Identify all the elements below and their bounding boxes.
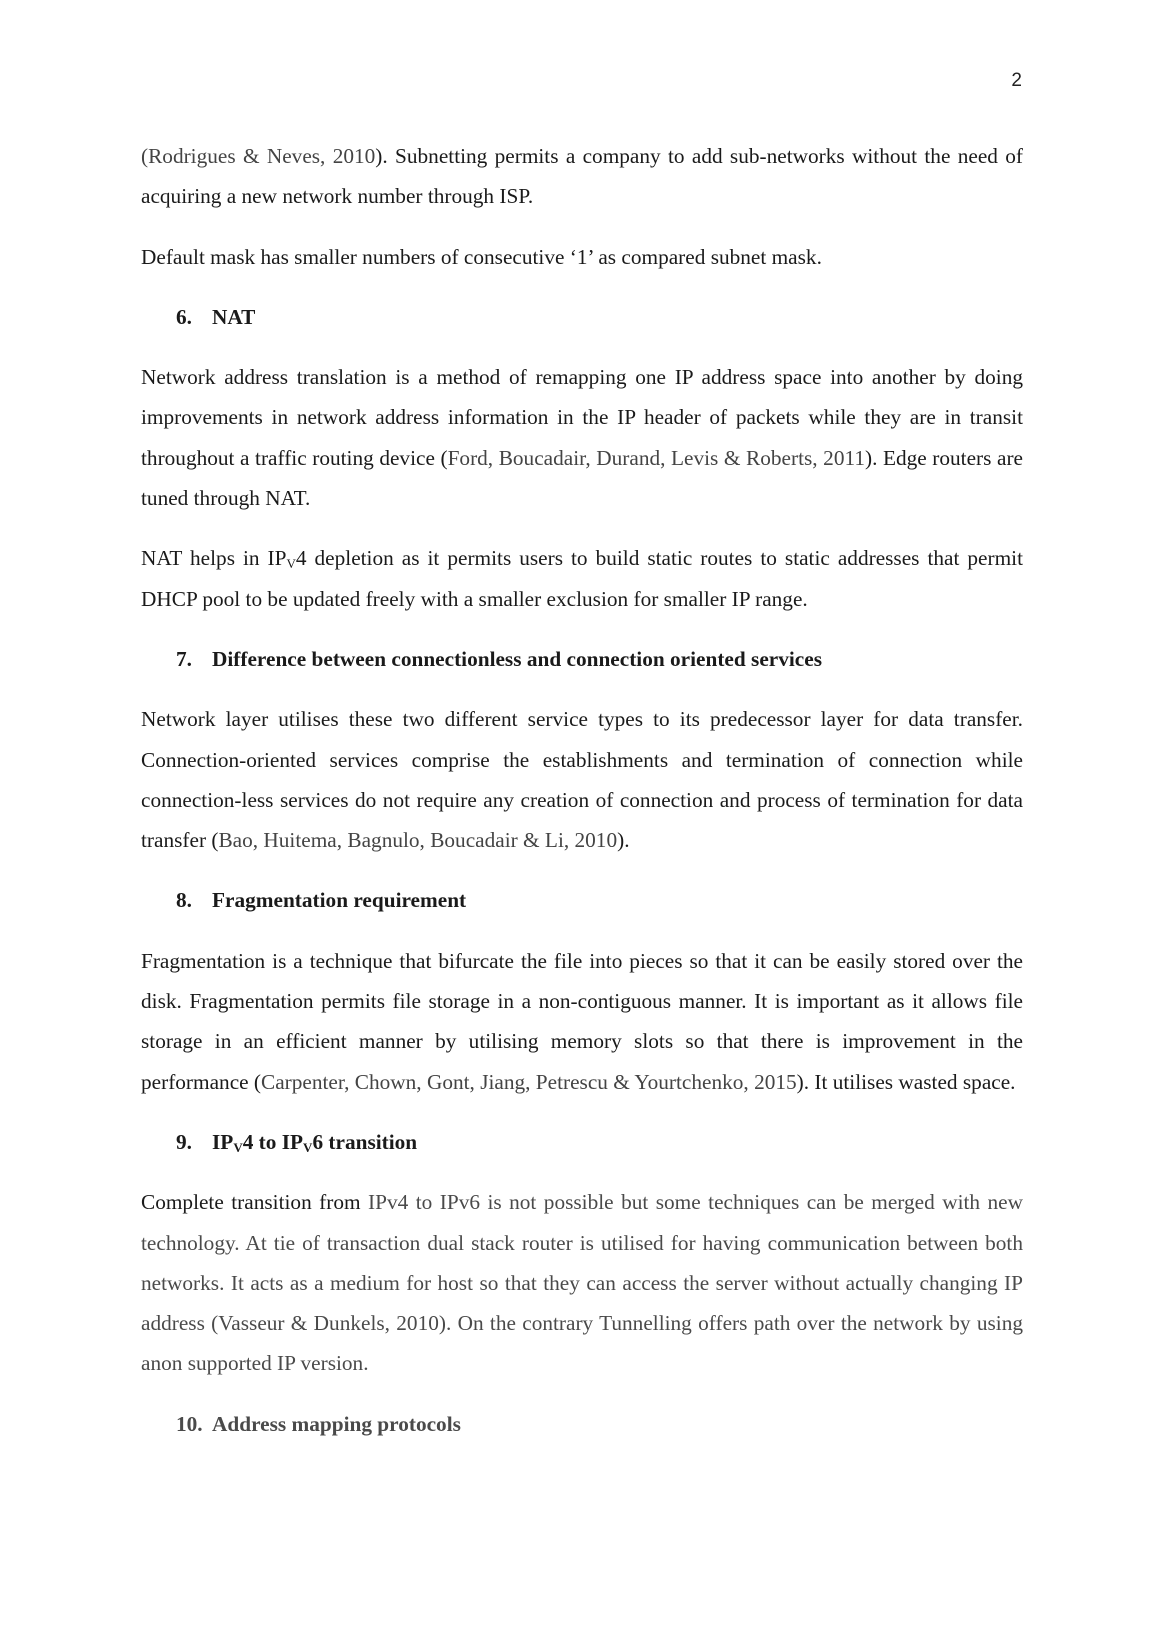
paragraph-transition: Complete transition from IPv4 to IPv6 is not possible but some techniques can be merged with new technology. At tie of transaction dual stack router is utilised for having communication between both networks. It acts as a medium for host so that they can access the server without actually changing IP address (Vasseur & Dunkels, 2010). On the contrary Tunnelling offers path over the network by using anon supported IP version. (141, 1190, 1024, 1376)
paragraph-subnetting: (Rodrigues & Neves, 2010). Subnetting permits a company to add sub-networks without the need of acquiring a new network number through ISP. (141, 144, 1023, 209)
heading-nat: 6. NAT (176, 304, 256, 329)
heading-ipv4-ipv6-transition: 9. $IP_V4$ to $IP_V6$ transition (176, 1129, 418, 1155)
heading-connection-services: 7. Difference between connectionless and connection oriented services (176, 646, 822, 671)
paragraph-nat-depletion: NAT helps in $IP_V4$ depletion as it permits users to build static routes to static addresses that permit DHCP pool to be updated freely with a smaller exclusion for smaller IP range. (141, 546, 1023, 611)
citation: Bao, Huitema, Bagnulo, Boucadair & Li, 2010 (218, 828, 618, 853)
paragraph-connection-services: Network layer utilises these two different service types to its predecessor layer for data transfer. Connection-oriented services comprise the establishments and termination of connection while connection-less services do not require any creation of connection and process of termination for data transfer (Bao, Huitema, Bagnulo, Boucadair & Li, 2010). (141, 707, 1023, 853)
page-number: 2 (1011, 70, 1022, 91)
paragraph-fragmentation: Fragmentation is a technique that bifurcate the file into pieces so that it can be easily stored over the disk. Fragmentation permits file storage in a non-contiguous manner. It is important as it allows file storage in an efficient manner by utilising memory slots so that there is improvement in the performance (Carpenter, Chown, Gont, Jiang, Petrescu & Yourtchenko, 2015). It utilises wasted space. (141, 948, 1023, 1094)
paragraph-nat-definition: Network address translation is a method of remapping one IP address space into another by doing improvements in network address information in the IP header of packets while they are in transit throughout a traffic routing device (Ford, Boucadair, Durand, Levis & Roberts, 2011). Edge routers are tuned through NAT. (141, 365, 1023, 511)
citation: Ford, Boucadair, Durand, Levis & Roberts, 2011 (447, 445, 865, 470)
heading-address-mapping: 10. Address mapping protocols (176, 1411, 461, 1436)
citation: Carpenter, Chown, Gont, Jiang, Petrescu & Yourtchenko, 2015 (261, 1069, 797, 1094)
heading-fragmentation: 8. Fragmentation requirement (176, 888, 467, 913)
citation: (Rodrigues & Neves, 2010 (141, 144, 376, 168)
page-content (141, 136, 1023, 1444)
paragraph-default-mask: Default mask has smaller numbers of consecutive ‘1’ as compared subnet mask. (141, 244, 822, 269)
